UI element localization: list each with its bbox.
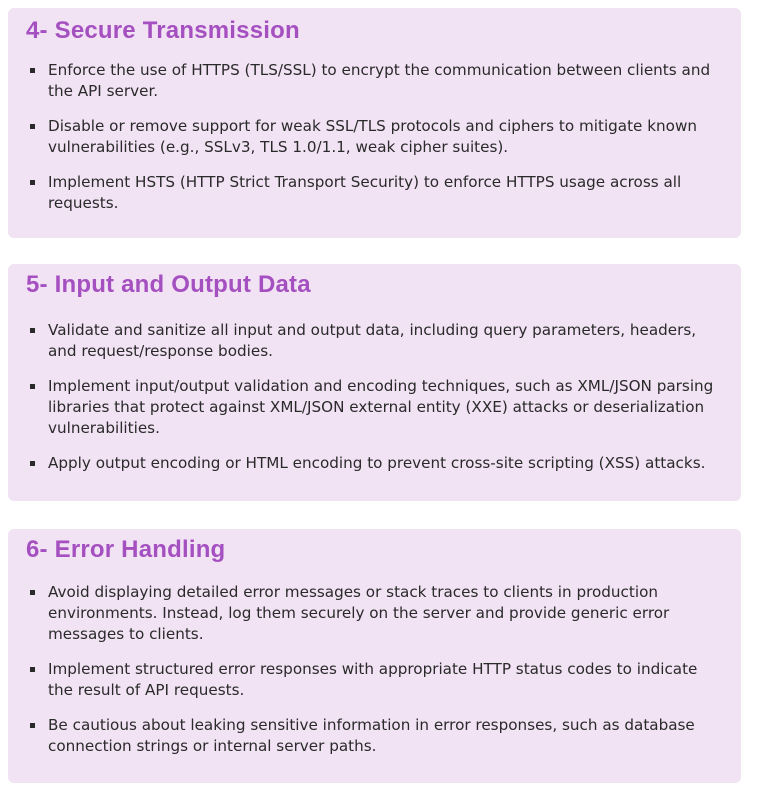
list-item-text: Implement HSTS (HTTP Strict Transport Security) to enforce HTTPS usage across all requests. (48, 173, 682, 212)
list-item (28, 320, 725, 362)
square-bullet-icon (30, 124, 35, 129)
list-item (28, 453, 725, 474)
section-error-handling (8, 529, 741, 783)
section-title: 4- Secure Transmission (26, 17, 300, 44)
section-secure-transmission (8, 8, 741, 238)
list-item-text: Enforce the use of HTTPS (TLS/SSL) to encrypt the communication between clients and the API server. (48, 61, 711, 100)
list-item (28, 172, 725, 214)
list-item-text: Apply output encoding or HTML encoding to prevent cross-site scripting (XSS) attacks. (48, 454, 706, 472)
square-bullet-icon (30, 328, 35, 333)
square-bullet-icon (30, 180, 35, 185)
section-input-output-data (8, 264, 741, 501)
bullet-list (28, 582, 725, 757)
square-bullet-icon (30, 68, 35, 73)
list-item-text: Implement input/output validation and encoding techniques, such as XML/JSON parsing libraries that protect against XML/JSON external entity (XXE) attacks or deserialization vulnerabilities. (48, 377, 714, 437)
list-item (28, 60, 725, 102)
list-item (28, 116, 725, 158)
bullet-list (28, 320, 725, 474)
section-title: 6- Error Handling (26, 536, 226, 563)
square-bullet-icon (30, 461, 35, 466)
square-bullet-icon (30, 723, 35, 728)
list-item-text: Implement structured error responses with appropriate HTTP status codes to indicate the result of API requests. (48, 660, 698, 699)
square-bullet-icon (30, 590, 35, 595)
square-bullet-icon (30, 667, 35, 672)
list-item (28, 659, 725, 701)
list-item-text: Validate and sanitize all input and output data, including query parameters, headers, and request/response bodies. (48, 321, 697, 360)
list-item (28, 376, 725, 439)
list-item (28, 715, 725, 757)
list-item-text: Avoid displaying detailed error messages or stack traces to clients in production environments. Instead, log them securely on the server and provide generic error messages to clients. (48, 583, 670, 643)
list-item-text: Disable or remove support for weak SSL/TLS protocols and ciphers to mitigate known vulnerabilities (e.g., SSLv3, TLS 1.0/1.1, weak cipher suites). (48, 117, 697, 156)
section-title: 5- Input and Output Data (26, 271, 311, 298)
bullet-list (28, 60, 725, 214)
square-bullet-icon (30, 384, 35, 389)
list-item (28, 582, 725, 645)
list-item-text: Be cautious about leaking sensitive information in error responses, such as database connection strings or internal server paths. (48, 716, 695, 755)
